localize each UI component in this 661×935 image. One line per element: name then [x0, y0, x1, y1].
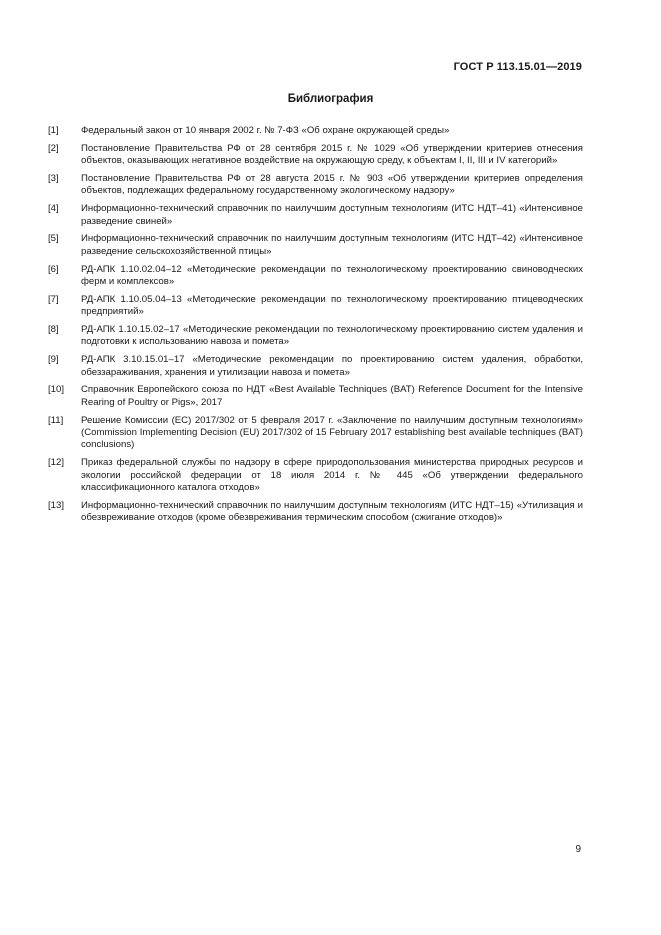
page-title: Библиография: [287, 93, 374, 105]
bibliography-item-text: РД-АПК 1.10.05.04–13 «Методические рекомендации по технологическому проектированию птицеводческих предприятий»: [81, 293, 583, 318]
bibliography-item: [48, 457, 583, 494]
bibliography-item-number: [11]: [48, 414, 64, 426]
bibliography-item-text: Постановление Правительства РФ от 28 сентября 2015 г. № 1029 «Об утверждении критериев отнесения объектов, оказывающих негативное воздействие на окружающую среду, к объектам I, II, III и IV категорий»: [81, 142, 583, 167]
bibliography-item-number: [12]: [48, 457, 65, 469]
bibliography-item-number: [2]: [48, 142, 59, 154]
bibliography-item-text: Справочник Европейского союза по НДТ «Best Available Techniques (BAT) Reference Document for the Intensive Rearing of Poultry or Pigs», 2017: [81, 384, 583, 408]
bibliography-item-text: РД-АПК 1.10.15.02–17 «Методические рекомендации по технологическому проектированию систем удаления и подготовки к использованию навоза и помета»: [81, 324, 583, 348]
bibliography-item-number: [13]: [48, 499, 65, 511]
document-code-header: ГОСТ Р 113.15.01—2019: [453, 61, 582, 73]
bibliography-item-text: РД-АПК 1.10.02.04–12 «Методические рекомендации по технологическому проектированию свиноводческих ферм и комплексов»: [81, 263, 583, 288]
bibliography-item-number: [6]: [48, 263, 59, 275]
page-number: 9: [575, 844, 581, 855]
bibliography-item-text: Постановление Правительства РФ от 28 августа 2015 г. № 903 «Об утверждении критериев определения объектов, подлежащих федеральному государственному экологическому надзору»: [81, 173, 583, 197]
bibliography-item: [48, 415, 583, 452]
bibliography-item-text: Приказ федеральной службы по надзору в сфере природопользования министерства природных ресурсов и экологии российской федерации от 18 июля 2014 г. № 445 «Об утверждении федерального классификационного каталога отходов»: [81, 457, 583, 494]
bibliography-item-number: [9]: [48, 354, 59, 366]
bibliography-item: [48, 354, 583, 379]
bibliography-item: [48, 233, 583, 258]
bibliography-item-text: Информационно-технический справочник по наилучшим доступным технологиям (ИТС НДТ–41) «Интенсивное разведение свиней»: [81, 203, 583, 227]
bibliography-item: [48, 324, 583, 349]
bibliography-item-text: Информационно-технический справочник по наилучшим доступным технологиям (ИТС НДТ–42) «Интенсивное разведение сельскохозяйственной птицы»: [81, 233, 583, 257]
bibliography-item: [48, 294, 583, 319]
bibliography-item-number: [10]: [48, 384, 65, 396]
bibliography-item: [48, 264, 583, 289]
bibliography-item: [48, 384, 583, 409]
bibliography-item: [48, 203, 583, 228]
bibliography-item-number: [4]: [48, 203, 59, 215]
bibliography-item-number: [8]: [48, 324, 59, 336]
bibliography-item-number: [3]: [48, 173, 59, 184]
bibliography-item-number: [7]: [48, 293, 59, 305]
bibliography-item-text: Решение Комиссии (ЕС) 2017/302 от 5 февраля 2017 г. «Заключение по наилучшим доступным технологиям» (Commission Implementing Decision (EU) 2017/302 of 15 February 2017 establishing best available techniques (BAT) conclusions): [81, 414, 583, 451]
bibliography-list: [48, 125, 583, 530]
bibliography-item-number: [1]: [48, 125, 59, 136]
bibliography-item: [48, 500, 583, 525]
bibliography-item: [48, 173, 583, 198]
bibliography-item: [48, 143, 583, 168]
bibliography-item: [48, 125, 583, 137]
bibliography-item-text: Информационно-технический справочник по наилучшим доступным технологиям (ИТС НДТ–15) «Утилизация и обезвреживание отходов (кроме обезвреживания термическим способом (сжигание отходов)»: [81, 499, 583, 524]
bibliography-item-text: РД-АПК 3.10.15.01–17 «Методические рекомендации по проектированию систем удаления, обработки, обеззараживания, хранения и утилизации навоза и помета»: [81, 354, 583, 378]
bibliography-item-number: [5]: [48, 233, 59, 245]
bibliography-item-text: Федеральный закон от 10 января 2002 г. № 7-ФЗ «Об охране окружающей среды»: [81, 125, 450, 136]
